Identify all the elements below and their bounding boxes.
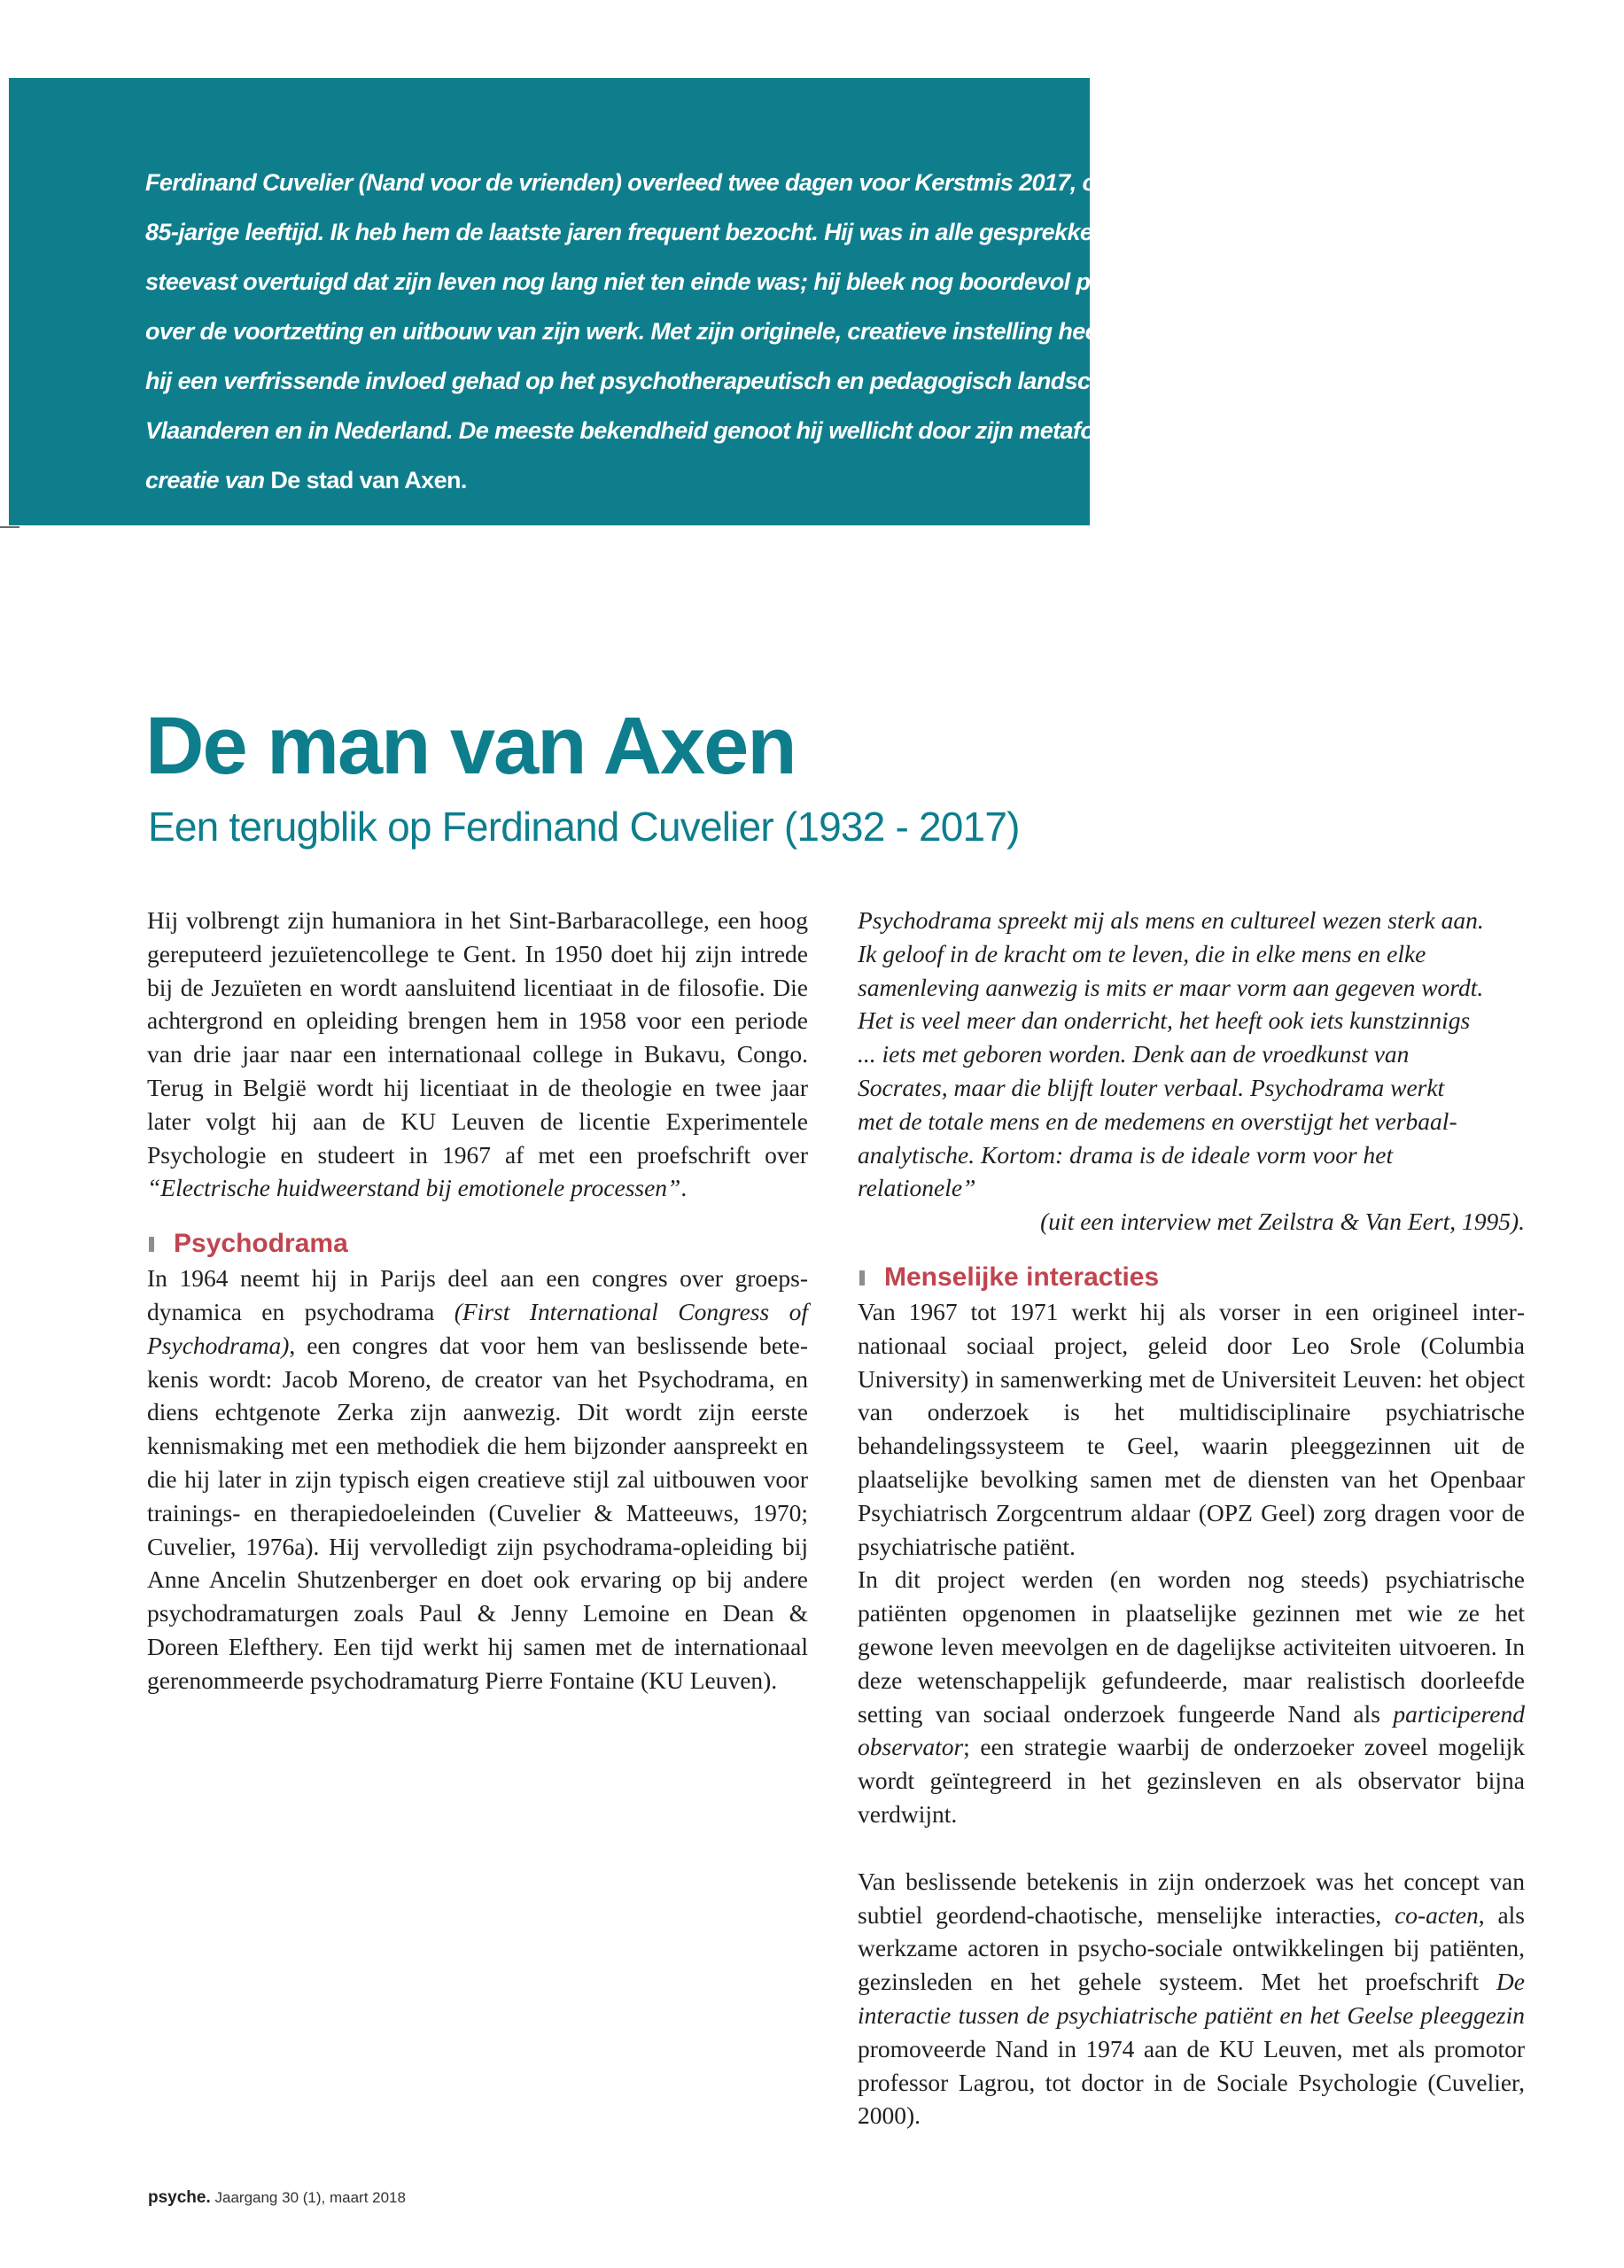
quote-line: Het is veel meer dan onderricht, het heeft ook iets kunstzinnigs: [858, 1006, 1471, 1035]
paragraph-text: In 1964 neemt hij in Parijs deel aan een congres over groepsdynamica en psychodrama: [147, 1264, 808, 1325]
paragraph-end: .: [680, 1174, 688, 1202]
intro-line: over de voortzetting en uitbouw van zijn werk. Met zijn originele, creatieve instelling heeft: [145, 318, 1113, 345]
italic-term: participerend observator: [858, 1699, 1525, 1761]
italic-term: co-acten: [1395, 1900, 1479, 1929]
quote-line: Ik geloof in de kracht om te leven, die in elke mens en elke: [858, 939, 1426, 967]
paragraph-psychodrama: [147, 1262, 808, 1697]
dissertation-title: De interactie tussen de psychiatrische patiënt en het Geelse pleeggezin: [858, 1968, 1525, 2029]
quote-source: (uit een interview met Zeilstra & Van Eert, 1995).: [1040, 1208, 1525, 1236]
intro-last-text: creatie van: [145, 467, 271, 493]
interview-quote: [858, 904, 1525, 1205]
paragraph-text: , een congres dat voor hem van beslissende betekenis wordt: Jacob Moreno, de creator van het Psychodrama, en diens echtgenote Zerka zijn aanwezig. Dit wordt zijn eerste kennismaking met een methodiek die hem bijzonder aanspreekt en die hij later in zijn typisch eigen creatieve stijl zal uitbouwen voor trainings- en therapiedoeleinden (Cuvelier & Matteeuws, 1970; Cuvelier, 1976a). Hij vervolledigt zijn psychodrama-opleiding bij Anne Ancelin Shutzenberger en doet ook ervaring op bij andere psychodramaturgen zoals Paul & Jenny Lemoine en Dean & Doreen Elefthery. Een tijd werkt hij samen met de internationaal gerenommeerde psychodramaturg Pierre Fontaine (KU Leuven).: [147, 1331, 808, 1694]
section-heading-label: Menselijke interacties: [884, 1262, 1160, 1292]
left-column: [147, 904, 808, 1697]
intro-line-last: [145, 455, 1037, 505]
congress-name: (First International Congress of Psychodrama): [147, 1297, 808, 1359]
intro-line: 85-jarige leeftijd. Ik heb hem de laatste jaren frequent bezocht. Hij was in alle gesprekken: [145, 219, 1107, 245]
intro-line: hij een verfrissende invloed gehad op het psychotherapeutisch en pedagogisch landschap in: [145, 368, 1158, 394]
right-column: [858, 904, 1525, 2132]
quote-line: relationele”: [858, 1174, 976, 1202]
vertical-bar-icon: [149, 1237, 154, 1252]
paragraph-doctorate: [858, 1865, 1525, 2132]
paragraph-education: [147, 904, 808, 1205]
intro-line: Vlaanderen en in Nederland. De meeste bekendheid genoot hij wellicht door zijn metaforische: [145, 417, 1162, 444]
quote-line: analytische. Kortom: drama is de ideale vorm voor het: [858, 1140, 1394, 1169]
section-heading-psychodrama: [147, 1226, 808, 1262]
paragraph-text: promoveerde Nand in 1974 aan de KU Leuven, met als promotor professor Lagrou, tot doctor in de Sociale Psychologie (Cuvelier, 2000).: [858, 2034, 1525, 2130]
scan-edge-mark: [0, 526, 19, 528]
paragraph-text: In dit project werden (en worden nog steeds) psychiatrische patiënten opgenomen in plaatselijke gezinnen met wie ze het gewone leven meevolgen en de dagelijkse activiteiten uitvoeren. In deze wetenschappelijk gefundeerde, maar realistisch doorleefde setting van sociaal onderzoek fungeerde Nand als: [858, 1565, 1525, 1728]
magazine-brand: psyche.: [148, 2188, 211, 2207]
page-footer: [148, 2188, 406, 2208]
quote-line: Socrates, maar die blijft louter verbaal. Psychodrama werkt: [858, 1073, 1445, 1101]
paragraph-text: ; een strategie waarbij de onderzoeker zoveel mogelijk wordt geïntegreerd in het gezinsleven en als observator bijna verdwijnt.: [858, 1733, 1525, 1828]
issue-info: Jaargang 30 (1), maart 2018: [214, 2189, 406, 2206]
intro-line: Ferdinand Cuvelier (Nand voor de vrienden) overleed twee dagen voor Kerstmis 2017, op: [145, 169, 1111, 196]
intro-box: [9, 78, 1164, 525]
paragraph-observation: [858, 1563, 1525, 1830]
vertical-bar-icon: [859, 1270, 865, 1285]
intro-line: steevast overtuigd dat zijn leven nog lang niet ten einde was; hij bleek nog boordevol plannen: [145, 268, 1164, 295]
section-heading-interacties: [858, 1260, 1525, 1295]
quote-line: samenleving aanwezig is mits er maar vorm aan gegeven wordt.: [858, 973, 1484, 1001]
section-heading-label: Psychodrama: [174, 1229, 348, 1259]
quote-line: ... iets met geboren worden. Denk aan de vroedkunst van: [858, 1040, 1410, 1068]
thesis-title: “Electrische huidweerstand bij emotionele processen”: [147, 1174, 681, 1202]
quote-line: Psychodrama spreekt mij als mens en cultureel wezen sterk aan.: [858, 906, 1484, 934]
article-title: De man van Axen: [145, 701, 796, 791]
paragraph-text: Van beslissende betekenis in zijn onderzoek was het concept van subtiel geordend-chaotische, menselijke interacties,: [858, 1867, 1525, 1929]
intro-book-title: De stad van Axen.: [270, 467, 467, 493]
quote-line: met de totale mens en de medemens en overstijgt het verbaal-: [858, 1107, 1457, 1135]
paragraph-text: Hij volbrengt zijn humaniora in het Sint-Barbaracollege, een hoog gereputeerd jezuïetencollege te Gent. In 1950 doet hij zijn intrede bij de Jezuïeten en wordt aansluitend licentiaat in de filosofie. Die achtergrond en opleiding brengen hem in 1958 voor een periode van drie jaar naar een internationaal college in Bukavu, Congo. Terug in België wordt hij licentiaat in de theologie en twee jaar later volgt hij aan de KU Leuven de licentie Experimentele Psychologie en studeert in 1967 af met een proefschrift over: [147, 906, 808, 1169]
paragraph-geel-project: Van 1967 tot 1971 werkt hij als vorser in een origineel internationaal sociaal project, geleid door Leo Srole (Columbia University) in samenwerking met de Universiteit Leuven: het object van onderzoek is het multidisciplinaire psychiatrische behandelingssysteem te Geel, waarin pleeggezinnen uit de plaatselijke bevolking samen met de diensten van het Openbaar Psychiatrisch Zorgcentrum aldaar (OPZ Geel) zorg dragen voor de psychiatrische patiënt.: [858, 1297, 1525, 1560]
paragraph-text: , als werkzame actoren in psycho-sociale ontwikkelingen bij patiënten, gezinsleden en het gehele systeem. Met het proefschrift: [858, 1900, 1525, 1996]
article-subtitle: Een terugblik op Ferdinand Cuvelier (1932 - 2017): [148, 804, 1020, 850]
